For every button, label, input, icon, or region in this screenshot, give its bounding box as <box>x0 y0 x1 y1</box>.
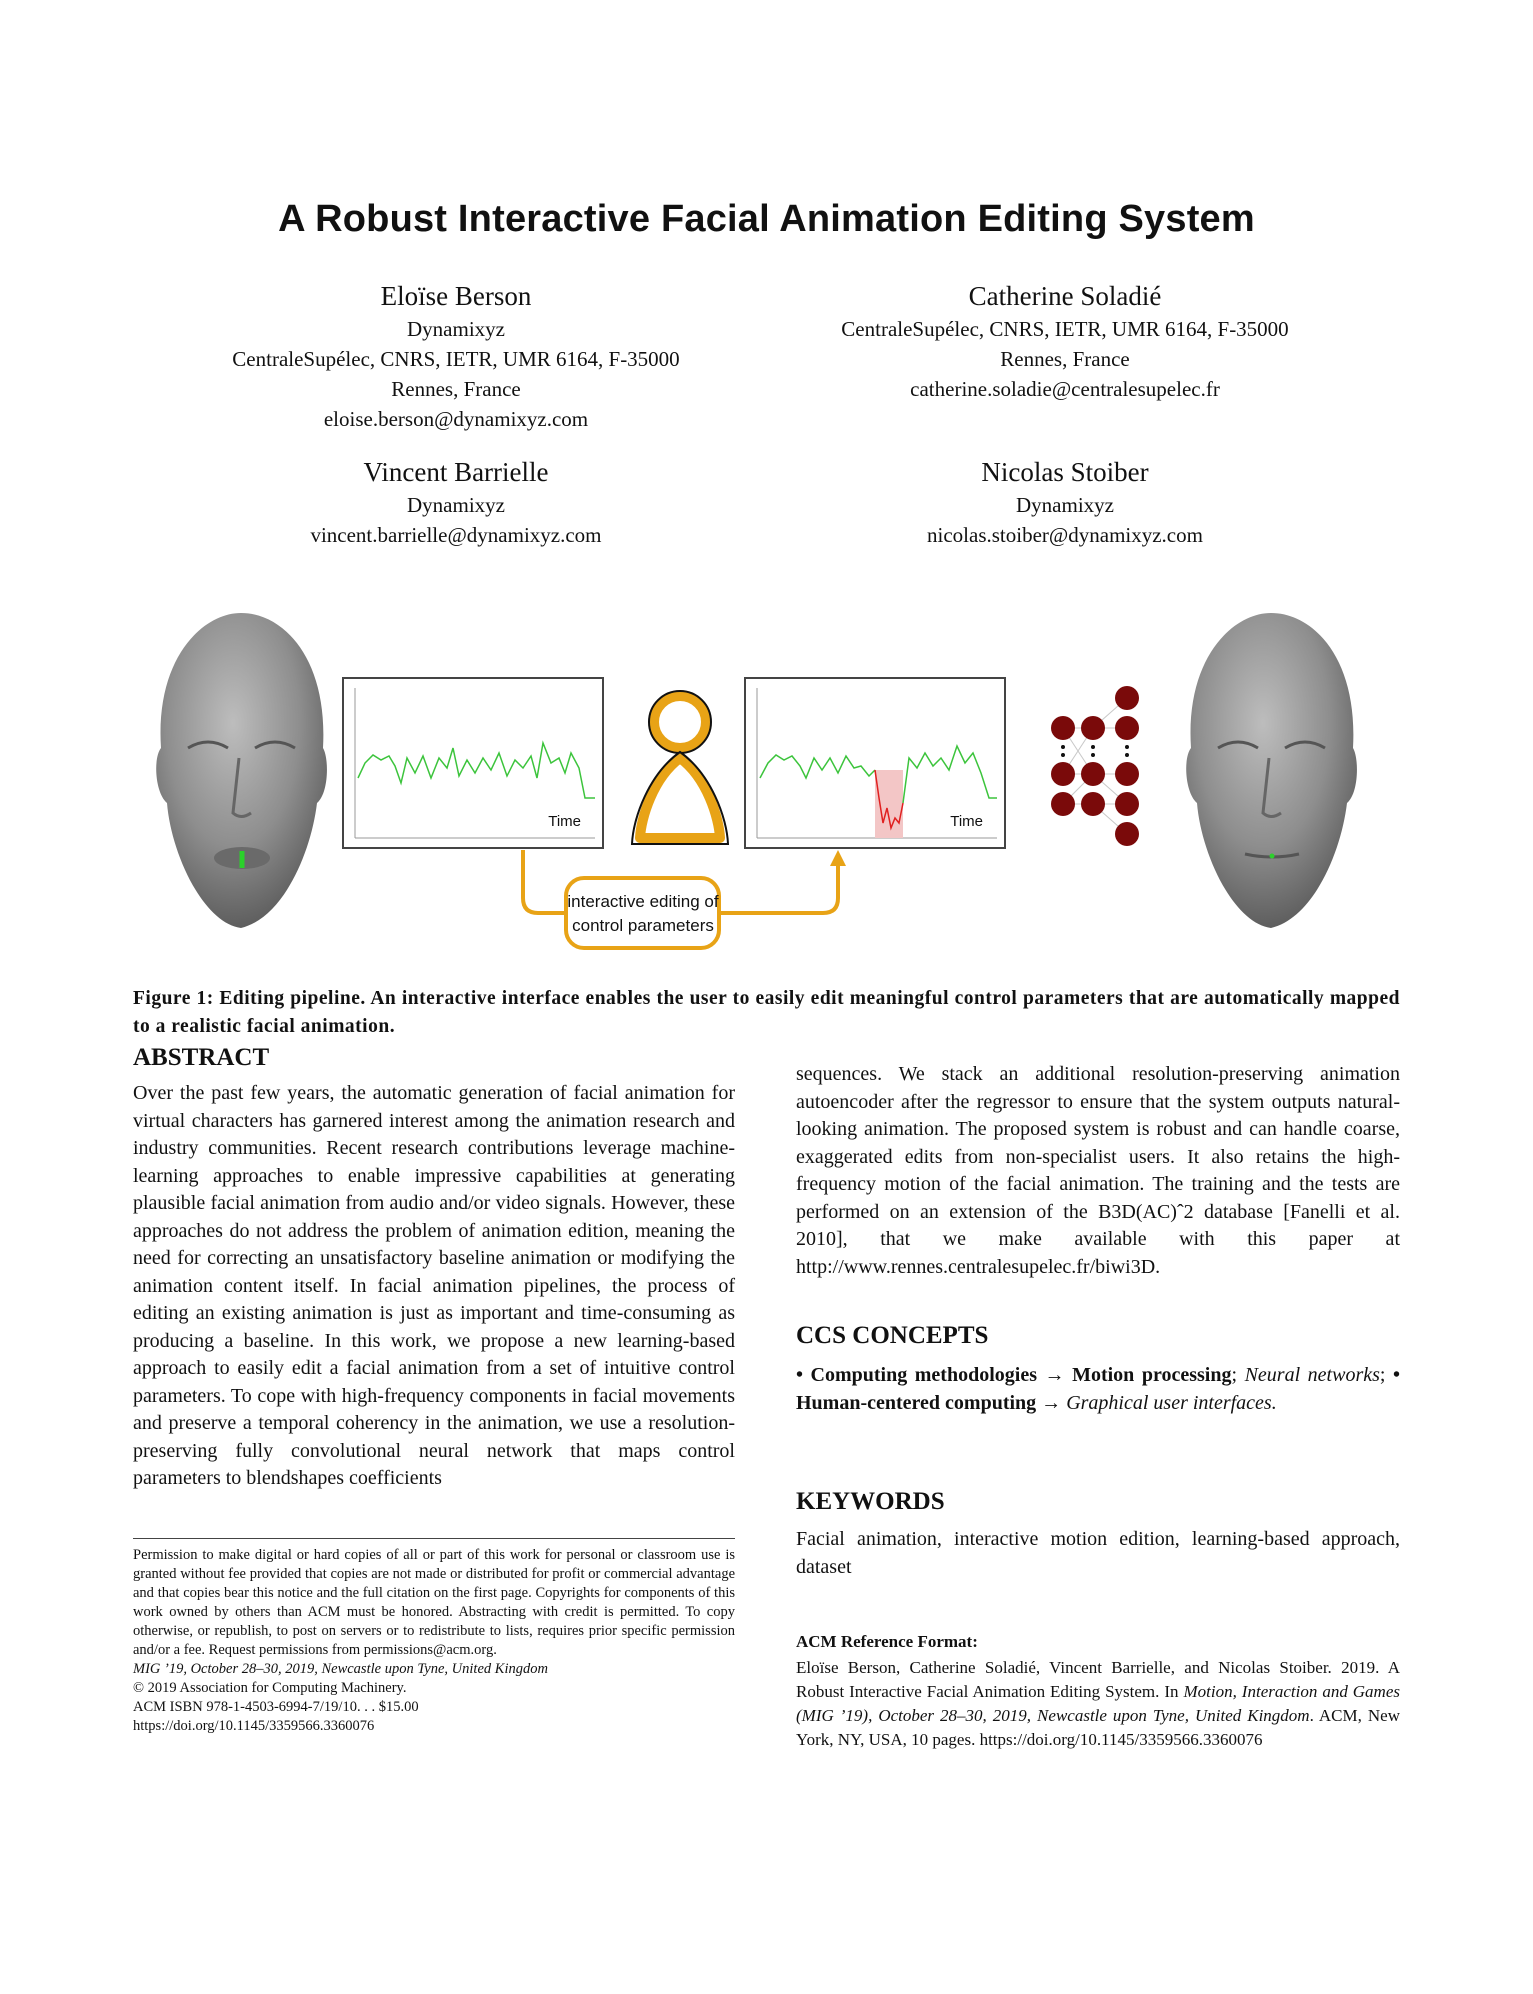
ccs-concept-2: • Human-centered computing → <box>796 1364 1401 1414</box>
author-email[interactable]: catherine.soladie@centralesupelec.fr <box>910 377 1220 401</box>
author-name: Vincent Barrielle <box>363 457 549 487</box>
author-affiliation: Dynamixyz <box>407 493 505 517</box>
ccs-concept-2-sub: Graphical user interfaces. <box>1066 1391 1277 1414</box>
figure-editing-pipeline <box>133 598 1403 960</box>
abstract-text-right: sequences. We stack an additional resolution-preserving animation autoencoder after the regressor to ensure that the system outputs natural-looking animation. The proposed system is robust and can handle coarse, exaggerated edits from non-specialist users. It also retains the high-frequency motion of the facial animation. The training and the tests are performed on an extension of the B3D(AC)ˆ2 database [Fanelli et al. 2010], that we make available with this paper at http://www.rennes.centralesupelec.fr/biwi3D. <box>796 1063 1400 1278</box>
acm-ref-part1: Eloïse Berson, Catherine Soladié, Vincent Barrielle, and Nicolas Stoiber. 2019. A Robust Interactive Facial Animation Editing System. In <box>796 1658 1400 1701</box>
author-affiliation: Rennes, France <box>1000 347 1130 371</box>
left-plot <box>343 678 603 848</box>
footnote-isbn: ACM ISBN 978-1-4503-6994-7/19/10. . . $15.00 <box>133 1699 419 1715</box>
abstract-heading: ABSTRACT <box>133 1044 270 1071</box>
author-name: Eloïse Berson <box>380 281 532 311</box>
footnote-doi[interactable]: https://doi.org/10.1145/3359566.3360076 <box>133 1718 375 1734</box>
user-person-icon <box>632 691 728 844</box>
author-email[interactable]: eloise.berson@dynamixyz.com <box>323 407 589 431</box>
pipeline-diagram <box>133 598 1403 960</box>
acm-ref-heading: ACM Reference Format: <box>796 1632 978 1651</box>
acm-ref-part2: . ACM, New York, NY, USA, 10 pages. https://doi.org/10.1145/3359566.3360076 <box>796 1706 1400 1749</box>
callout-line-1: interactive editing of <box>567 892 719 911</box>
author-name: Nicolas Stoiber <box>981 457 1149 487</box>
callout-line-2: control parameters <box>572 916 714 935</box>
paper-title: A Robust Interactive Facial Animation Editing System <box>278 198 1255 240</box>
neural-network-icon <box>1051 686 1139 846</box>
ccs-sep: ; <box>1231 1364 1245 1386</box>
editing-callout <box>523 850 846 948</box>
ccs-concepts <box>796 1362 1400 1417</box>
author-affiliation: CentraleSupélec, CNRS, IETR, UMR 6164, F-35000 <box>841 317 1289 341</box>
author-affiliation: Rennes, France <box>391 377 521 401</box>
keywords-text: Facial animation, interactive motion edition, learning-based approach, dataset <box>796 1528 1400 1578</box>
head-right-icon <box>1186 613 1357 928</box>
author-block-barrielle <box>196 454 716 550</box>
author-block-berson <box>196 278 716 434</box>
author-affiliation: Dynamixyz <box>407 317 505 341</box>
left-plot-time-label: Time <box>548 813 581 830</box>
author-email[interactable]: nicolas.stoiber@dynamixyz.com <box>927 523 1203 547</box>
author-name: Catherine Soladié <box>968 281 1162 311</box>
permission-text: Permission to make digital or hard copies of all or part of this work for personal or classroom use is granted without fee provided that copies are not made or distributed for profit or commercial advantage and that copies bear this notice and the full citation on the first page. Copyrights for components of this work owned by others than ACM must be honored. Abstracting with credit is permitted. To copy otherwise, or republish, to post on servers or to redistribute to lists, requires prior specific permission and/or a fee. Request permissions from permissions@acm.org. <box>133 1547 735 1658</box>
ccs-heading: CCS CONCEPTS <box>796 1322 989 1349</box>
author-affiliation: CentraleSupélec, CNRS, IETR, UMR 6164, F-35000 <box>232 347 680 371</box>
author-affiliation: Dynamixyz <box>1016 493 1114 517</box>
abstract-text-left: Over the past few years, the automatic generation of facial animation for virtual characters has garnered interest among the animation research and industry communities. Recent research contributions leverage machine-learning approaches to enable impressive capabilities at generating plausible facial animation from audio and/or video signals. However, these approaches do not address the problem of animation edition, meaning the need for correcting an unsatisfactory baseline animation or modifying the animation content itself. In facial animation pipelines, the process of editing an existing animation is just as important and time-consuming as producing a baseline. In this work, we propose a new learning-based approach to easily edit a facial animation from a set of intuitive control parameters. To cope with high-frequency components in facial movements and preserve a temporal coherency in the animation, we use a resolution-preserving fully convolutional neural network that maps control parameters to blendshapes coefficients <box>133 1082 735 1489</box>
figure-caption: Figure 1: Editing pipeline. An interactive interface enables the user to easily edit meaningful control parameters that are automatically mapped to a realistic facial animation. <box>133 988 1400 1037</box>
author-block-stoiber <box>805 454 1325 550</box>
head-left-icon <box>156 613 327 928</box>
permission-footnote <box>133 1546 735 1736</box>
ccs-concept-1-sub: Neural networks <box>1244 1364 1380 1386</box>
author-email[interactable]: vincent.barrielle@dynamixyz.com <box>310 523 602 547</box>
ccs-concept-1: • Computing methodologies → Motion processing <box>796 1364 1232 1386</box>
ccs-sep: ; <box>1379 1364 1393 1386</box>
author-block-soladie <box>805 278 1325 404</box>
edited-region <box>875 770 903 838</box>
footnote-venue: MIG ’19, October 28–30, 2019, Newcastle upon Tyne, United Kingdom <box>133 1661 548 1677</box>
acm-reference <box>796 1656 1400 1752</box>
right-plot-time-label: Time <box>950 813 983 830</box>
footnote-rule <box>133 1538 735 1539</box>
keywords-heading: KEYWORDS <box>796 1488 945 1515</box>
footnote-copyright: © 2019 Association for Computing Machinery. <box>133 1680 407 1696</box>
acm-ref-venue: Motion, Interaction and Games (MIG ’19), October 28–30, 2019, Newcastle upon Tyne, United Kingdom <box>796 1682 1400 1725</box>
right-plot <box>745 678 1005 848</box>
